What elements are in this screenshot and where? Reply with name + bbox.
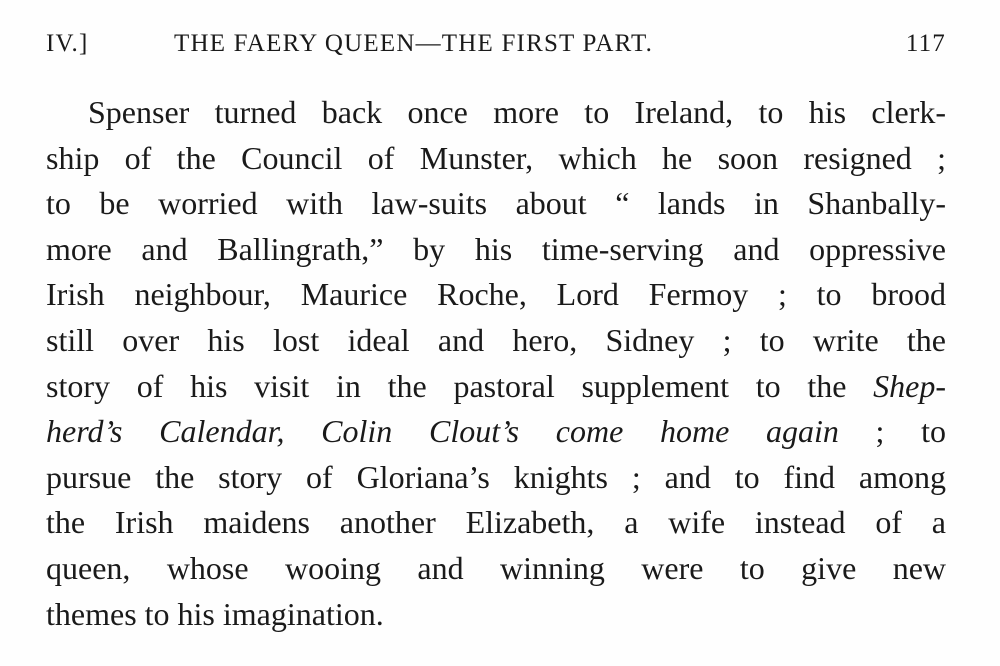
text-segment: ; to [838, 413, 946, 450]
italic-title-segment: Shep- [873, 367, 946, 404]
page-number: 117 [905, 30, 946, 57]
text-line: to be worried with law-suits about “ lands in Shanbally- [46, 185, 946, 222]
text-line: Irish neighbour, Maurice Roche, Lord Fermoy ; to brood [46, 276, 946, 313]
text-line: still over his lost ideal and hero, Sidney ; to write the [46, 321, 946, 358]
text-line [46, 409, 946, 455]
text-line [46, 364, 946, 410]
running-title: THE FAERY QUEEN—THE FIRST PART. [174, 30, 654, 57]
text-line: pursue the story of Gloriana’s knights ; and to find among [46, 458, 946, 495]
text-line: queen, whose wooing and winning were to give new [46, 549, 946, 586]
text-line: Spenser turned back once more to Ireland, to his clerk- [88, 94, 946, 130]
text-line: more and Ballingrath,” by his time-serving and oppressive [46, 230, 946, 267]
running-head [46, 30, 946, 64]
text-line: ship of the Council of Munster, which he soon resigned ; [46, 139, 946, 176]
chapter-number: IV.] [46, 30, 89, 57]
italic-title-segment: herd’s Calendar, Colin Clout’s come home again [46, 413, 839, 450]
paragraph [46, 90, 946, 637]
text-line: themes to his imagination. [46, 595, 384, 632]
text-segment: story of his visit in the pastoral supplement to the [46, 367, 874, 404]
text-line: the Irish maidens another Elizabeth, a wife instead of a [46, 504, 946, 541]
